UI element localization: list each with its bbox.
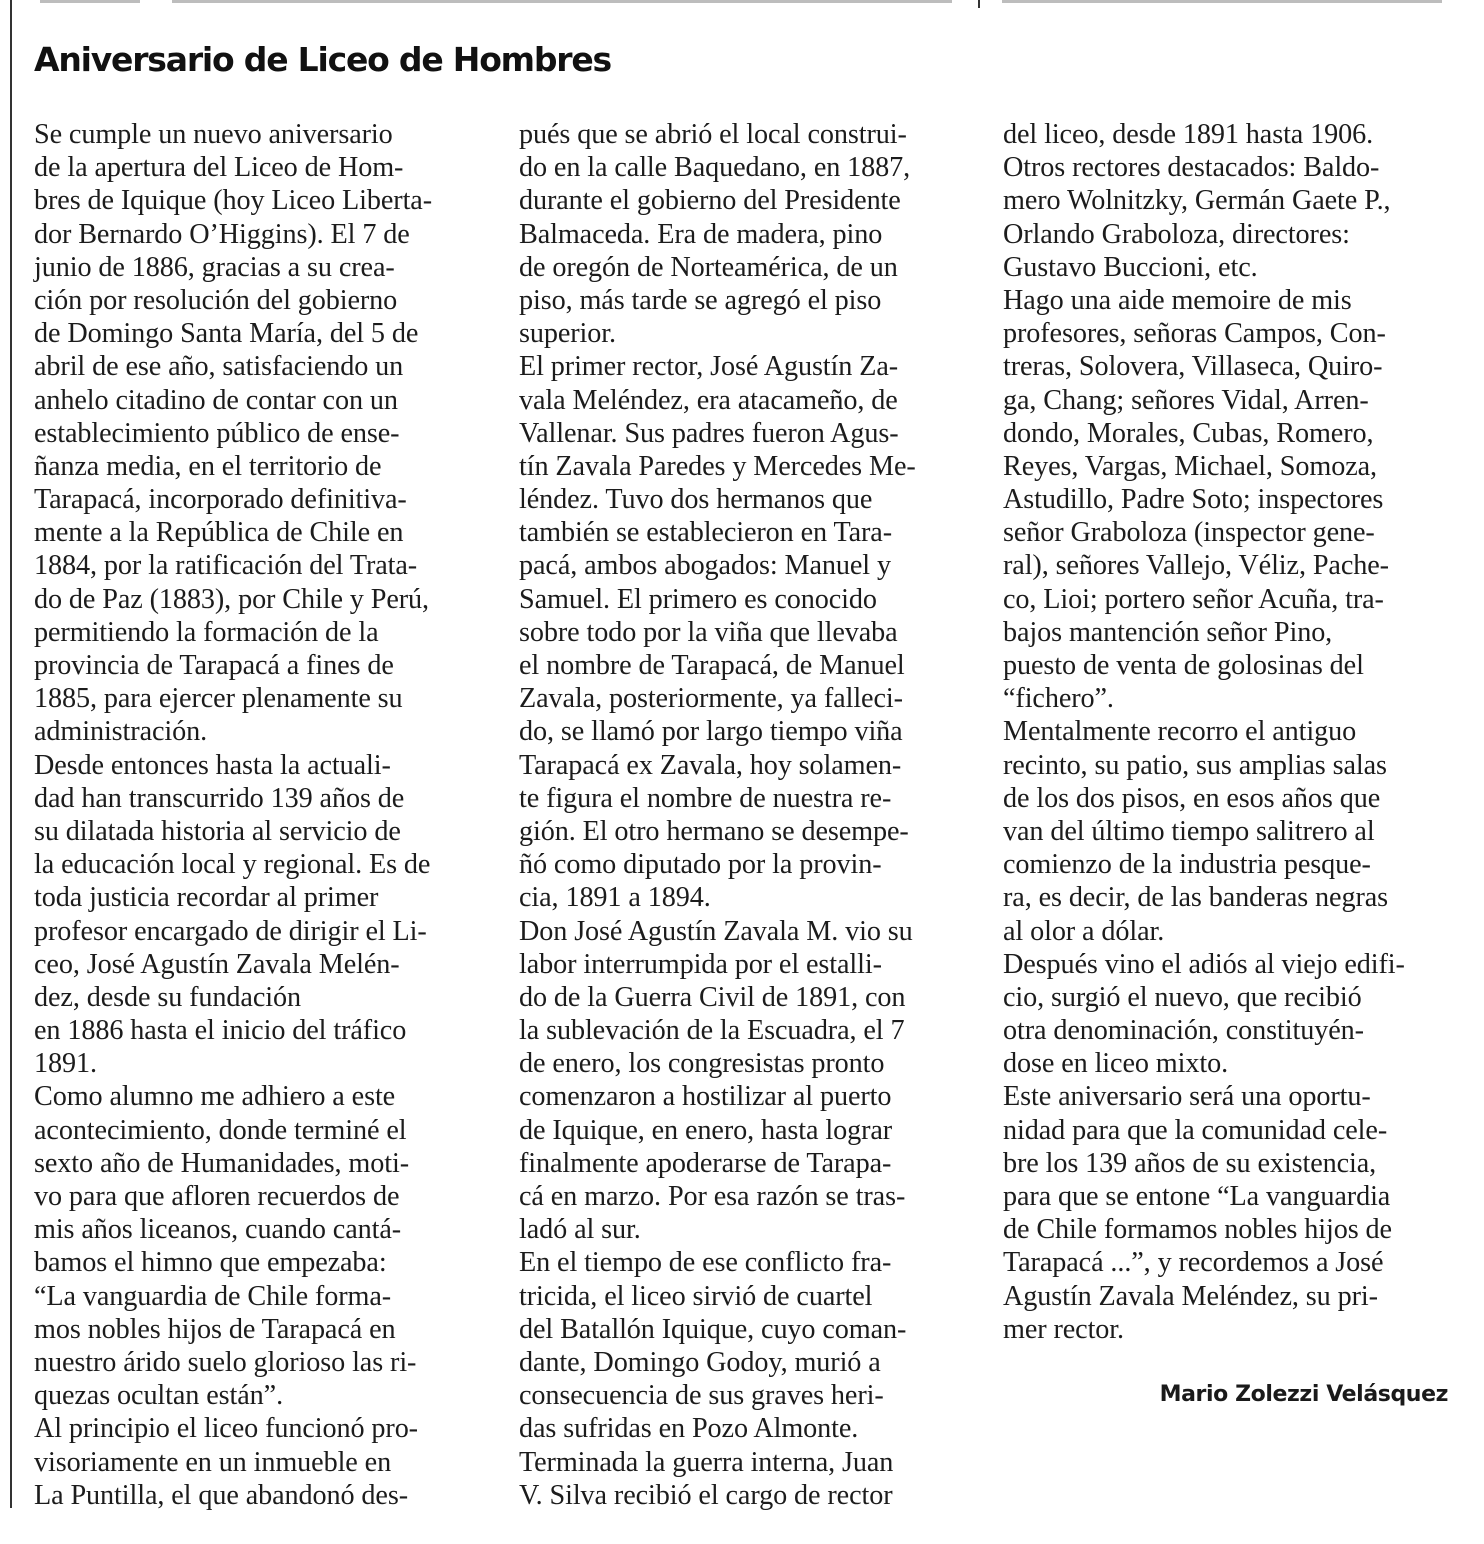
article-text-line: ñó como diputado por la provin- bbox=[519, 849, 882, 881]
article-text-line: co, Lioi; portero señor Acuña, tra- bbox=[1003, 583, 1384, 615]
article-text-line: Al principio el liceo funcionó pro- bbox=[34, 1413, 418, 1445]
article-text-line: Como alumno me adhiero a este bbox=[34, 1081, 396, 1113]
article-text-line: tín Zavala Paredes y Mercedes Me- bbox=[519, 450, 916, 482]
article-text-line: do, se llamó por largo tiempo viña bbox=[519, 716, 903, 748]
article-text-line: 1891. bbox=[34, 1048, 97, 1080]
article-text-line: vo para que afloren recuerdos de bbox=[34, 1181, 400, 1212]
article-text-line: de Chile formamos nobles hijos de bbox=[1003, 1214, 1392, 1246]
article-text-line: sexto año de Humanidades, moti- bbox=[34, 1147, 409, 1179]
article-text-line: del liceo, desde 1891 hasta 1906. bbox=[1003, 119, 1374, 150]
article-text-line: la sublevación de la Escuadra, el 7 bbox=[519, 1015, 905, 1047]
article-text-line: El primer rector, José Agustín Za- bbox=[519, 351, 899, 383]
article-text-line: mente a la República de Chile en bbox=[34, 517, 404, 549]
article-text-line: consecuencia de sus graves heri- bbox=[519, 1380, 884, 1412]
article-text-line: Orlando Graboloza, directores: bbox=[1003, 218, 1350, 250]
article-text-line: ral), señores Vallejo, Véliz, Pache- bbox=[1003, 550, 1389, 582]
article-text-line: mer rector. bbox=[1003, 1313, 1124, 1345]
article-text-line: ladó al sur. bbox=[519, 1214, 641, 1246]
article-text-line: profesores, señoras Campos, Con- bbox=[1003, 318, 1386, 350]
article-text-line: visoriamente en un inmueble en bbox=[34, 1446, 392, 1478]
article-text-line: vala Meléndez, era atacameño, de bbox=[519, 384, 898, 416]
article-text-line: en 1886 hasta el inicio del tráfico bbox=[34, 1015, 407, 1047]
article-text-line: provincia de Tarapacá a fines de bbox=[34, 650, 394, 681]
article-text-line: Desde entonces hasta la actuali- bbox=[34, 749, 391, 781]
article-text-line: Reyes, Vargas, Michael, Somoza, bbox=[1003, 450, 1377, 482]
article-text-line: labor interrumpida por el estalli- bbox=[519, 948, 882, 980]
article-text-line: 1884, por la ratificación del Trata- bbox=[34, 550, 418, 582]
article-text-line: Terminada la guerra interna, Juan bbox=[519, 1446, 894, 1478]
article-text-line: dose en liceo mixto. bbox=[1003, 1048, 1229, 1080]
left-column-rule bbox=[10, 0, 12, 1508]
article-text-line: recinto, su patio, sus amplias salas bbox=[1003, 749, 1387, 781]
article-text-line: nuestro árido suelo glorioso las ri- bbox=[34, 1346, 417, 1378]
article-text-line: de la apertura del Liceo de Hom- bbox=[34, 152, 404, 184]
article-text-line: ñanza media, en el territorio de bbox=[34, 450, 382, 482]
article-text-line: acontecimiento, donde terminé el bbox=[34, 1114, 407, 1146]
article-text-line: ra, es decir, de las banderas negras bbox=[1003, 882, 1389, 914]
article-column-2 bbox=[519, 118, 979, 1512]
article-text-line: Balmaceda. Era de madera, pino bbox=[519, 218, 883, 250]
top-rule-segment bbox=[172, 0, 952, 3]
article-text-line: ceo, José Agustín Zavala Melén- bbox=[34, 948, 400, 980]
article-text-line: pacá, ambos abogados: Manuel y bbox=[519, 550, 891, 582]
top-rule-segment bbox=[1002, 0, 1442, 3]
article-text-line: Vallenar. Sus padres fueron Agus- bbox=[519, 417, 899, 449]
article-text-line: mero Wolnitzky, Germán Gaete P., bbox=[1003, 185, 1391, 217]
article-text-line: pués que se abrió el local construi- bbox=[519, 119, 907, 150]
article-text-line: En el tiempo de ese conflicto fra- bbox=[519, 1247, 892, 1279]
article-text-line: bre los 139 años de su existencia, bbox=[1003, 1147, 1377, 1179]
article-text-line: Tarapacá ex Zavala, hoy solamen- bbox=[519, 749, 902, 781]
article-text-line: Gustavo Buccioni, etc. bbox=[1003, 251, 1258, 283]
article-text-line: del Batallón Iquique, cuyo coman- bbox=[519, 1313, 907, 1345]
article-text-line: Después vino el adiós al viejo edifi- bbox=[1003, 948, 1405, 980]
article-text-line: das sufridas en Pozo Almonte. bbox=[519, 1413, 859, 1445]
article-text-line: puesto de venta de golosinas del bbox=[1003, 650, 1364, 681]
article-text-line: Samuel. El primero es conocido bbox=[519, 583, 877, 615]
article-text-line: otra denominación, constituyén- bbox=[1003, 1015, 1364, 1047]
article-text-line: Astudillo, Padre Soto; inspectores bbox=[1003, 484, 1384, 516]
article-text-line: abril de ese año, satisfaciendo un bbox=[34, 351, 404, 383]
article-text-line: durante el gobierno del Presidente bbox=[519, 185, 901, 217]
article-text-line: dez, desde su fundación bbox=[34, 981, 301, 1013]
article-text-line: comienzo de la industria pesque- bbox=[1003, 849, 1371, 881]
article-text-line: establecimiento público de ense- bbox=[34, 417, 400, 449]
article-text-line: bajos mantención señor Pino, bbox=[1003, 616, 1333, 648]
author-byline: Mario Zolezzi Velásquez bbox=[1159, 1382, 1448, 1407]
article-text-line: administración. bbox=[34, 716, 208, 748]
article-text-line: cia, 1891 a 1894. bbox=[519, 882, 711, 914]
article-text-line: La Puntilla, el que abandonó des- bbox=[34, 1479, 408, 1511]
article-title: Aniversario de Liceo de Hombres bbox=[34, 40, 611, 79]
article-text-line: comenzaron a hostilizar al puerto bbox=[519, 1081, 892, 1113]
article-text-line: permitiendo la formación de la bbox=[34, 616, 379, 648]
article-text-line: Tarapacá ...”, y recordemos a José bbox=[1003, 1247, 1384, 1279]
article-text-line: también se establecieron en Tara- bbox=[519, 517, 892, 549]
article-text-line: Zavala, posteriormente, ya falleci- bbox=[519, 683, 903, 715]
article-text-line: dad han transcurrido 139 años de bbox=[34, 782, 405, 814]
article-text-line: léndez. Tuvo dos hermanos que bbox=[519, 484, 873, 516]
article-text-line: V. Silva recibió el cargo de rector bbox=[519, 1479, 893, 1511]
article-text-line: dante, Domingo Godoy, murió a bbox=[519, 1346, 881, 1378]
article-text-line: Este aniversario será una oportu- bbox=[1003, 1081, 1371, 1113]
article-text-line: de enero, los congresistas pronto bbox=[519, 1048, 885, 1080]
article-text-line: finalmente apoderarse de Tarapa- bbox=[519, 1147, 892, 1179]
top-rule-segment bbox=[40, 0, 140, 3]
article-text-line: Otros rectores destacados: Baldo- bbox=[1003, 152, 1380, 184]
article-text-line: de Domingo Santa María, del 5 de bbox=[34, 318, 419, 350]
article-text-line: treras, Solovera, Villaseca, Quiro- bbox=[1003, 351, 1383, 383]
article-text-line: nidad para que la comunidad cele- bbox=[1003, 1114, 1388, 1146]
article-text-line: van del último tiempo salitrero al bbox=[1003, 815, 1375, 847]
article-column-1 bbox=[34, 118, 494, 1512]
article-text-line: la educación local y regional. Es de bbox=[34, 849, 431, 881]
article-text-line: ción por resolución del gobierno bbox=[34, 284, 398, 316]
article-text-line: dondo, Morales, Cubas, Romero, bbox=[1003, 417, 1374, 449]
article-text-line: do de Paz (1883), por Chile y Perú, bbox=[34, 583, 429, 615]
article-text-line: “La vanguardia de Chile forma- bbox=[34, 1280, 392, 1312]
column-divider-tick bbox=[978, 0, 980, 8]
article-text-line: toda justicia recordar al primer bbox=[34, 882, 379, 914]
article-text-line: bamos el himno que empezaba: bbox=[34, 1247, 387, 1279]
article-text-line: Agustín Zavala Meléndez, su pri- bbox=[1003, 1280, 1378, 1312]
article-text-line: 1885, para ejercer plenamente su bbox=[34, 683, 403, 715]
article-text-line: dor Bernardo O’Higgins). El 7 de bbox=[34, 218, 410, 250]
article-text-line: de los dos pisos, en esos años que bbox=[1003, 782, 1381, 814]
article-text-line: de Iquique, en enero, hasta lograr bbox=[519, 1114, 893, 1146]
article-text-line: te figura el nombre de nuestra re- bbox=[519, 782, 892, 814]
article-text-line: anhelo citadino de contar con un bbox=[34, 384, 398, 416]
article-text-line: bres de Iquique (hoy Liceo Liberta- bbox=[34, 185, 433, 217]
article-text-line: Don José Agustín Zavala M. vio su bbox=[519, 915, 913, 947]
article-text-line: para que se entone “La vanguardia bbox=[1003, 1181, 1391, 1212]
article-text-line: tricida, el liceo sirvió de cuartel bbox=[519, 1280, 873, 1312]
article-text-line: ga, Chang; señores Vidal, Arren- bbox=[1003, 384, 1369, 416]
article-text-line: de oregón de Norteamérica, de un bbox=[519, 251, 898, 283]
article-text-line: mis años liceanos, cuando cantá- bbox=[34, 1214, 402, 1246]
article-text-line: piso, más tarde se agregó el piso bbox=[519, 284, 882, 316]
article-text-line: sobre todo por la viña que llevaba bbox=[519, 616, 898, 648]
article-text-line: al olor a dólar. bbox=[1003, 915, 1165, 947]
article-text-line: quezas ocultan están”. bbox=[34, 1380, 284, 1412]
article-text-line: Se cumple un nuevo aniversario bbox=[34, 119, 393, 150]
article-text-line: mos nobles hijos de Tarapacá en bbox=[34, 1313, 396, 1345]
article-text-line: Mentalmente recorro el antiguo bbox=[1003, 716, 1357, 748]
article-text-line: profesor encargado de dirigir el Li- bbox=[34, 915, 427, 947]
article-column-3 bbox=[1003, 118, 1463, 1346]
article-text-line: superior. bbox=[519, 318, 616, 350]
article-text-line: cio, surgió el nuevo, que recibió bbox=[1003, 981, 1362, 1013]
article-text-line: do de la Guerra Civil de 1891, con bbox=[519, 981, 906, 1013]
article-text-line: el nombre de Tarapacá, de Manuel bbox=[519, 650, 905, 681]
article-text-line: Hago una aide memoire de mis bbox=[1003, 284, 1352, 316]
article-text-line: junio de 1886, gracias a su crea- bbox=[34, 251, 395, 283]
article-text-line: señor Graboloza (inspector gene- bbox=[1003, 517, 1375, 549]
article-text-line: “fichero”. bbox=[1003, 683, 1114, 715]
article-text-line: cá en marzo. Por esa razón se tras- bbox=[519, 1181, 906, 1212]
article-text-line: Tarapacá, incorporado definitiva- bbox=[34, 484, 407, 516]
article-text-line: do en la calle Baquedano, en 1887, bbox=[519, 152, 911, 184]
article-text-line: su dilatada historia al servicio de bbox=[34, 815, 401, 847]
article-text-line: gión. El otro hermano se desempe- bbox=[519, 815, 909, 847]
